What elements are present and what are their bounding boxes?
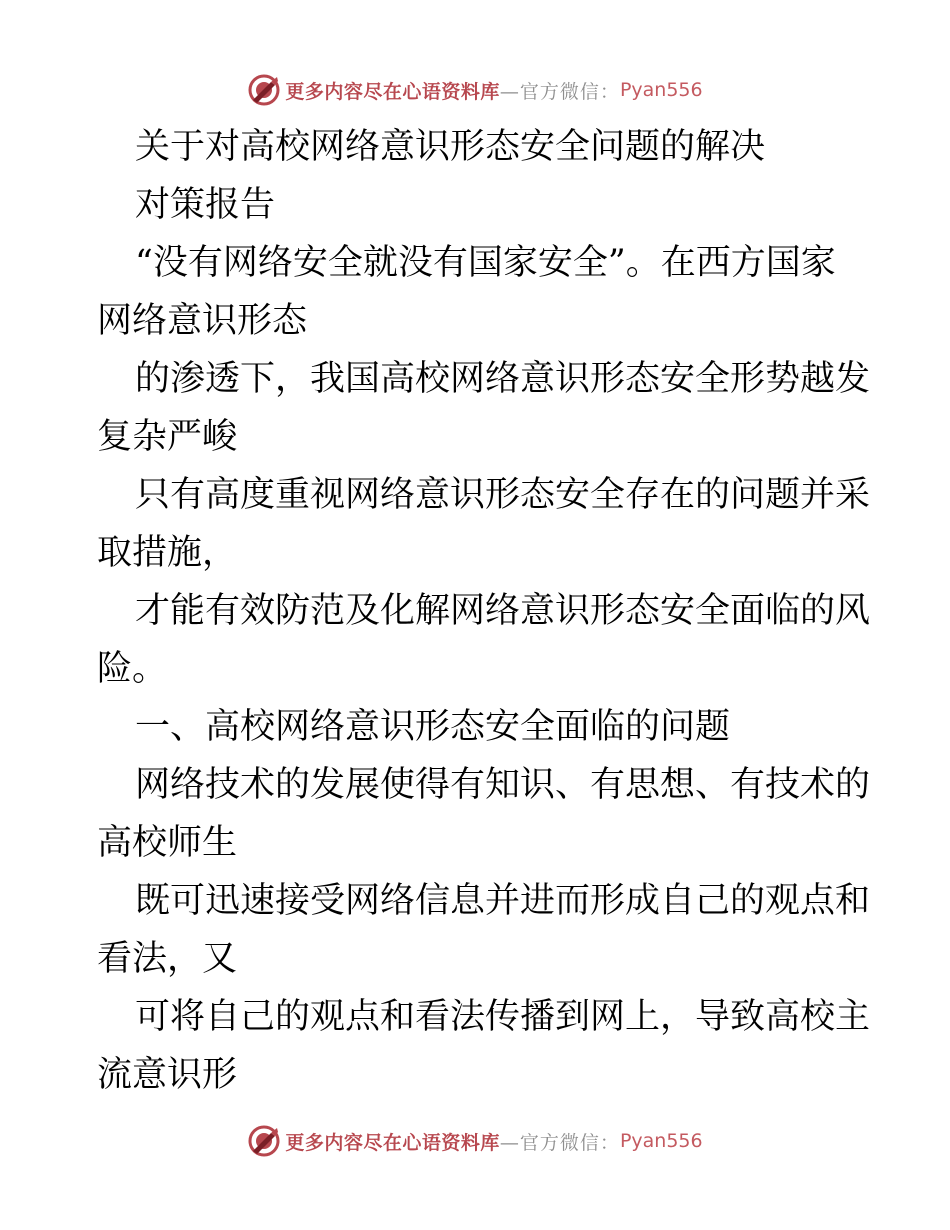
doc-line: 只有高度重视网络意识形态安全存在的问题并采 <box>135 475 871 515</box>
doc-line: 高校师生 <box>97 823 238 863</box>
section-heading: 一、高校网络意识形态安全面临的问题 <box>135 707 731 747</box>
doc-title-line-2: 对策报告 <box>135 185 276 225</box>
doc-line: 的渗透下，我国高校网络意识形态安全形势越发 <box>135 359 871 399</box>
header-banner <box>0 70 950 110</box>
doc-line: 网络意识形态 <box>97 301 308 341</box>
doc-line: 可将自己的观点和看法传播到网上，导致高校主 <box>135 997 871 1037</box>
doc-line: 取措施， <box>97 533 238 573</box>
footer-brand-text: 更多内容尽在心语资料库 <box>285 1131 500 1154</box>
doc-line: 网络技术的发展使得有知识、有思想、有技术的 <box>135 765 871 805</box>
doc-line: 险。 <box>97 649 168 689</box>
doc-line: “没有网络安全就没有国家安全”。在西方国家 <box>135 243 836 283</box>
doc-line: 既可迅速接受网络信息并进而形成自己的观点和 <box>135 881 871 921</box>
brand-logo-icon <box>247 73 281 107</box>
doc-line: 流意识形 <box>97 1055 238 1095</box>
footer-banner <box>0 1121 950 1161</box>
header-brand-text: 更多内容尽在心语资料库 <box>285 80 500 103</box>
document-body <box>97 118 871 1104</box>
header-official-text: —官方微信： <box>499 80 620 103</box>
footer-wechat-id: Pyan556 <box>619 1130 703 1152</box>
doc-title-line-1: 关于对高校网络意识形态安全问题的解决 <box>135 127 766 167</box>
brand-logo-icon <box>247 1124 281 1158</box>
footer-official-text: —官方微信： <box>499 1131 620 1154</box>
doc-line: 看法，又 <box>97 939 238 979</box>
header-wechat-id: Pyan556 <box>619 79 703 101</box>
doc-line: 才能有效防范及化解网络意识形态安全面临的风 <box>135 591 871 631</box>
doc-line: 复杂严峻 <box>97 417 238 457</box>
